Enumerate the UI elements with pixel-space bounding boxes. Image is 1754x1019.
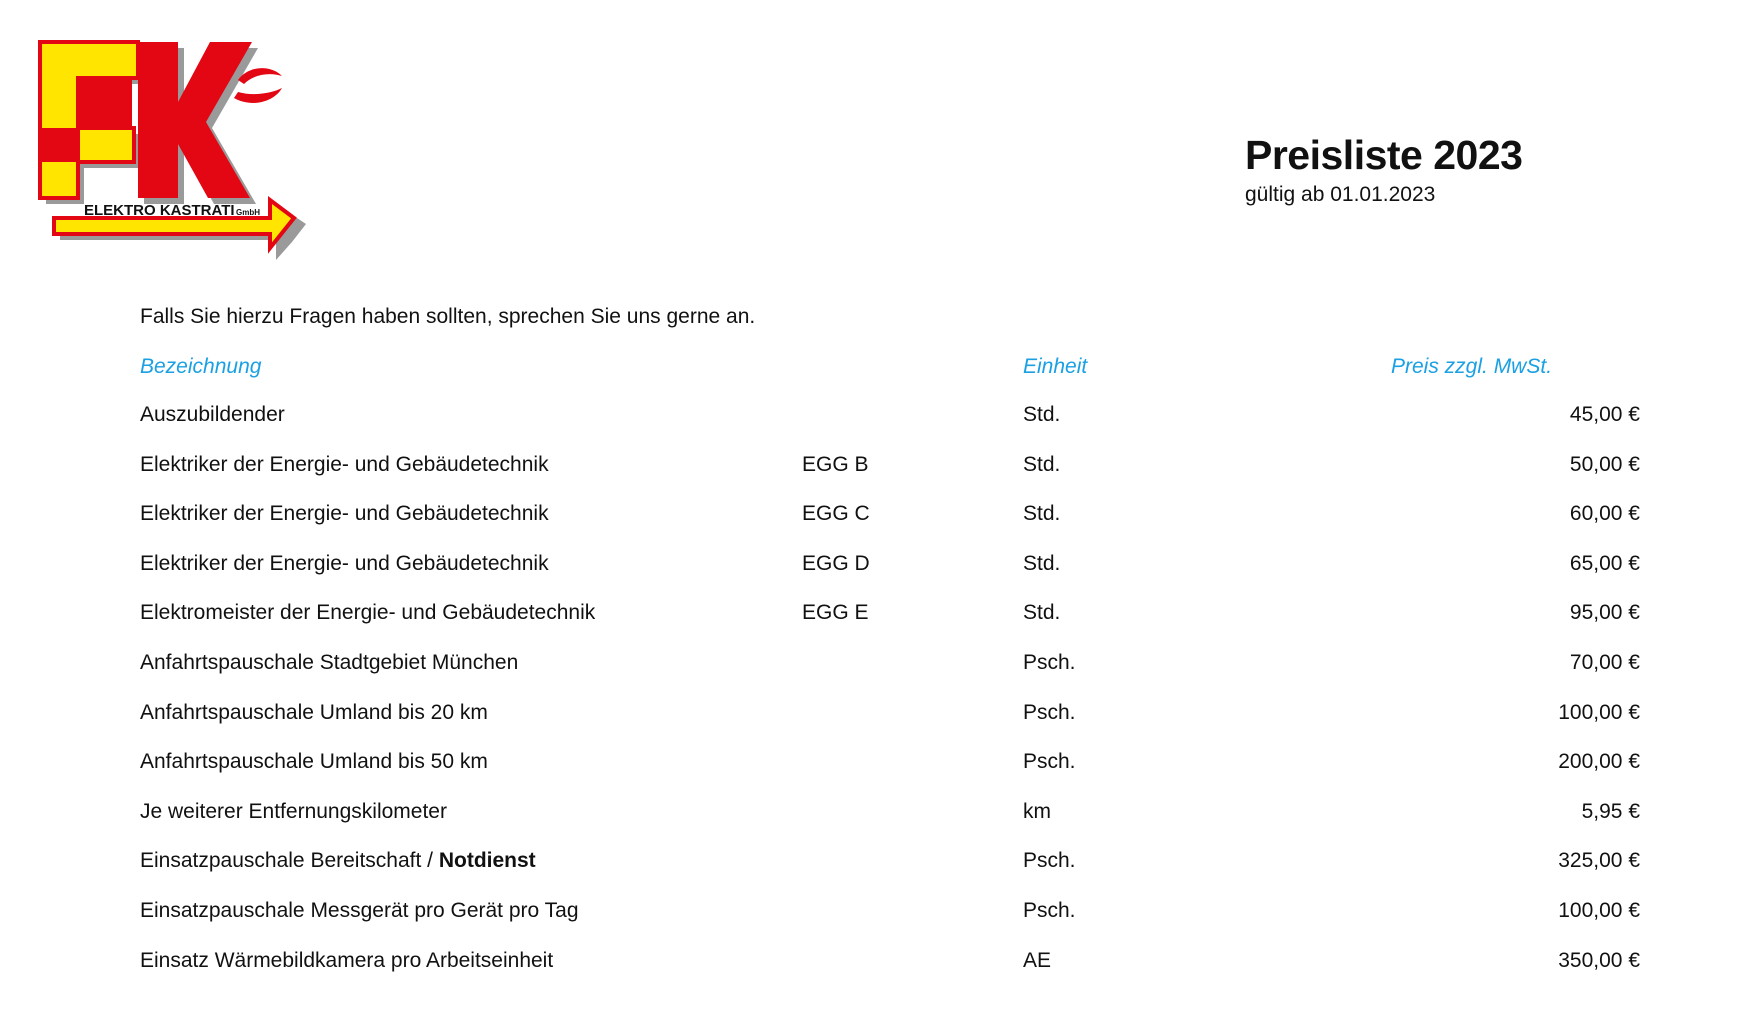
company-logo [38, 40, 338, 272]
row-name: Anfahrtspauschale Umland bis 50 km [140, 750, 488, 774]
row-price: 50,00 € [1569, 452, 1640, 476]
row-code: EGG D [802, 551, 870, 575]
row-unit: AE [1023, 948, 1052, 972]
row-unit: Std. [1023, 452, 1061, 476]
row-name: Elektriker der Energie- und Gebäudetechnik [140, 452, 549, 476]
row-price: 60,00 € [1569, 502, 1640, 526]
table-row [140, 849, 1640, 899]
row-price: 100,00 € [1558, 700, 1640, 724]
logo-suffix: GmbH [236, 208, 260, 217]
row-code: EGG E [802, 601, 869, 625]
row-price: 45,00 € [1569, 403, 1640, 426]
page-subtitle: gültig ab 01.01.2023 [1245, 183, 1436, 206]
column-header-name: Bezeichnung [140, 355, 262, 378]
table-row [140, 453, 1640, 503]
row-unit: Psch. [1023, 750, 1076, 774]
table-row [140, 403, 1640, 453]
row-name-regular: Einsatzpauschale Bereitschaft / [140, 849, 439, 873]
row-unit: Psch. [1023, 700, 1076, 724]
row-name: Einsatzpauschale Messgerät pro Gerät pro Tag [140, 898, 579, 922]
row-unit: Psch. [1023, 650, 1076, 674]
intro-text: Falls Sie hierzu Fragen haben sollten, sprechen Sie uns gerne an. [140, 305, 756, 328]
table-row [140, 949, 1640, 999]
row-name-bold: Notdienst [438, 849, 536, 873]
row-unit: km [1023, 799, 1051, 823]
row-code: EGG C [802, 502, 870, 526]
row-code: EGG B [802, 452, 869, 476]
table-row [140, 651, 1640, 701]
row-unit: Std. [1023, 551, 1061, 575]
row-unit: Psch. [1023, 898, 1076, 922]
row-name: Elektriker der Energie- und Gebäudetechnik [140, 502, 549, 526]
column-header-price: Preis zzgl. MwSt. [1391, 355, 1553, 378]
column-header-unit: Einheit [1023, 355, 1088, 378]
row-name: Elektriker der Energie- und Gebäudetechnik [140, 551, 549, 575]
row-price: 350,00 € [1558, 948, 1640, 972]
row-name: Auszubildender [140, 403, 285, 426]
row-name: Anfahrtspauschale Stadtgebiet München [140, 650, 519, 674]
table-row [140, 502, 1640, 552]
page-title: Preisliste 2023 [1245, 132, 1523, 178]
table-row [140, 601, 1640, 651]
row-name: Einsatz Wärmebildkamera pro Arbeitseinheit [140, 948, 554, 972]
row-price: 325,00 € [1558, 849, 1640, 873]
title-block [1245, 132, 1523, 207]
table-row [140, 750, 1640, 800]
row-name: Anfahrtspauschale Umland bis 20 km [140, 700, 488, 724]
row-price: 95,00 € [1569, 601, 1640, 625]
row-unit: Psch. [1023, 849, 1076, 873]
table-header [140, 355, 1640, 385]
row-price: 200,00 € [1558, 750, 1640, 774]
price-table [140, 403, 1640, 998]
row-price: 70,00 € [1569, 650, 1640, 674]
table-row [140, 800, 1640, 850]
row-price: 100,00 € [1558, 898, 1640, 922]
row-unit: Std. [1023, 601, 1061, 625]
row-name: Je weiterer Entfernungskilometer [140, 799, 447, 823]
row-unit: Std. [1023, 502, 1061, 526]
table-row [140, 899, 1640, 949]
row-unit: Std. [1023, 403, 1061, 426]
row-name: Elektromeister der Energie- und Gebäudetechnik [140, 601, 596, 625]
logo-text: ELEKTRO KASTRATI [84, 202, 235, 219]
table-row [140, 552, 1640, 602]
table-row [140, 701, 1640, 751]
row-price: 65,00 € [1569, 551, 1640, 575]
row-price: 5,95 € [1581, 799, 1640, 823]
